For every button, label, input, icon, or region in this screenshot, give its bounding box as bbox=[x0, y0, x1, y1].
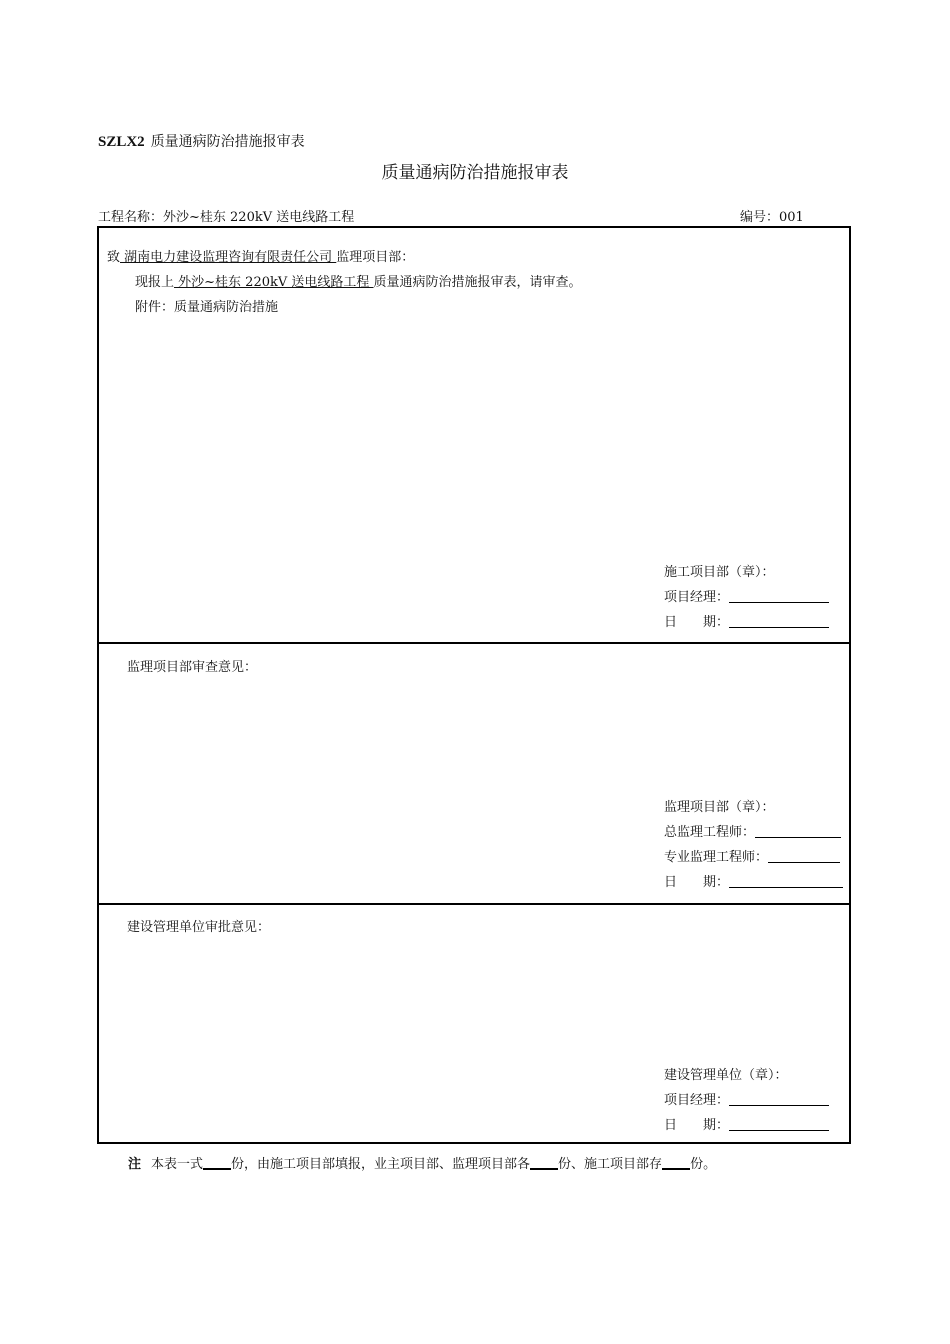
report-project: 外沙~桂东 220kV 送电线路工程 bbox=[174, 275, 374, 290]
chief-label: 总监理工程师： bbox=[664, 825, 756, 840]
supervision-dept-seal: 监理项目部（章）： bbox=[664, 800, 775, 815]
note-text-3: 份、施工项目部存 bbox=[558, 1157, 663, 1172]
addressee-suffix: 监理项目部： bbox=[336, 250, 415, 265]
owner-manager-sign[interactable] bbox=[664, 1089, 829, 1108]
addressee-company: 湖南电力建设监理咨询有限责任公司 bbox=[120, 250, 337, 265]
supervision-opinion-label: 监理项目部审查意见： bbox=[127, 660, 258, 675]
report-prefix: 现报上 bbox=[135, 275, 175, 290]
construction-manager-sign[interactable] bbox=[664, 586, 829, 605]
specialist-engineer-sign[interactable] bbox=[664, 846, 840, 865]
report-suffix: 质量通病防治措施报审表，请审查。 bbox=[373, 275, 582, 290]
owner-date[interactable] bbox=[664, 1114, 829, 1133]
date-label: 日 期： bbox=[664, 615, 730, 630]
form-code-title bbox=[98, 131, 305, 151]
manager-signature-field[interactable] bbox=[729, 588, 829, 603]
manager-label: 项目经理： bbox=[664, 590, 730, 605]
date-field[interactable] bbox=[729, 1116, 829, 1131]
note-text-2: 份，由施工项目部填报，业主项目部、监理项目部各 bbox=[231, 1157, 531, 1172]
project-name: 工程名称：外沙~桂东 220kV 送电线路工程 bbox=[98, 210, 355, 225]
form-code: SZLX2 bbox=[98, 134, 145, 150]
addressee-prefix: 致 bbox=[107, 250, 121, 265]
attachment-line: 附件：质量通病防治措施 bbox=[135, 300, 279, 315]
chief-signature-field[interactable] bbox=[755, 823, 841, 838]
note-label: 注 bbox=[128, 1157, 142, 1172]
page-title: 质量通病防治措施报审表 bbox=[381, 163, 569, 183]
copies-kept-field[interactable] bbox=[662, 1155, 690, 1170]
date-label: 日 期： bbox=[664, 875, 730, 890]
date-field[interactable] bbox=[729, 613, 829, 628]
specialist-signature-field[interactable] bbox=[768, 848, 840, 863]
footnote bbox=[128, 1153, 716, 1172]
date-field[interactable] bbox=[729, 873, 843, 888]
chief-engineer-sign[interactable] bbox=[664, 821, 841, 840]
addressee-line bbox=[107, 246, 414, 265]
manager-signature-field[interactable] bbox=[729, 1091, 829, 1106]
copies-each-field[interactable] bbox=[530, 1155, 558, 1170]
owner-unit-seal: 建设管理单位（章）： bbox=[664, 1068, 788, 1083]
form-number: 编号：001 bbox=[740, 210, 804, 225]
form-table bbox=[97, 226, 851, 1144]
owner-opinion-label: 建设管理单位审批意见： bbox=[127, 920, 271, 935]
supervision-date[interactable] bbox=[664, 871, 843, 890]
specialist-label: 专业监理工程师： bbox=[664, 850, 769, 865]
section-divider bbox=[99, 903, 849, 905]
construction-date[interactable] bbox=[664, 611, 829, 630]
report-line bbox=[135, 271, 582, 290]
note-text-1: 本表一式 bbox=[151, 1157, 204, 1172]
manager-label: 项目经理： bbox=[664, 1093, 730, 1108]
note-text-4: 份。 bbox=[690, 1157, 717, 1172]
copies-total-field[interactable] bbox=[203, 1155, 231, 1170]
form-code-name: 质量通病防治措施报审表 bbox=[150, 134, 305, 150]
construction-dept-seal: 施工项目部（章）： bbox=[664, 565, 775, 580]
date-label: 日 期： bbox=[664, 1118, 730, 1133]
section-divider bbox=[99, 642, 849, 644]
